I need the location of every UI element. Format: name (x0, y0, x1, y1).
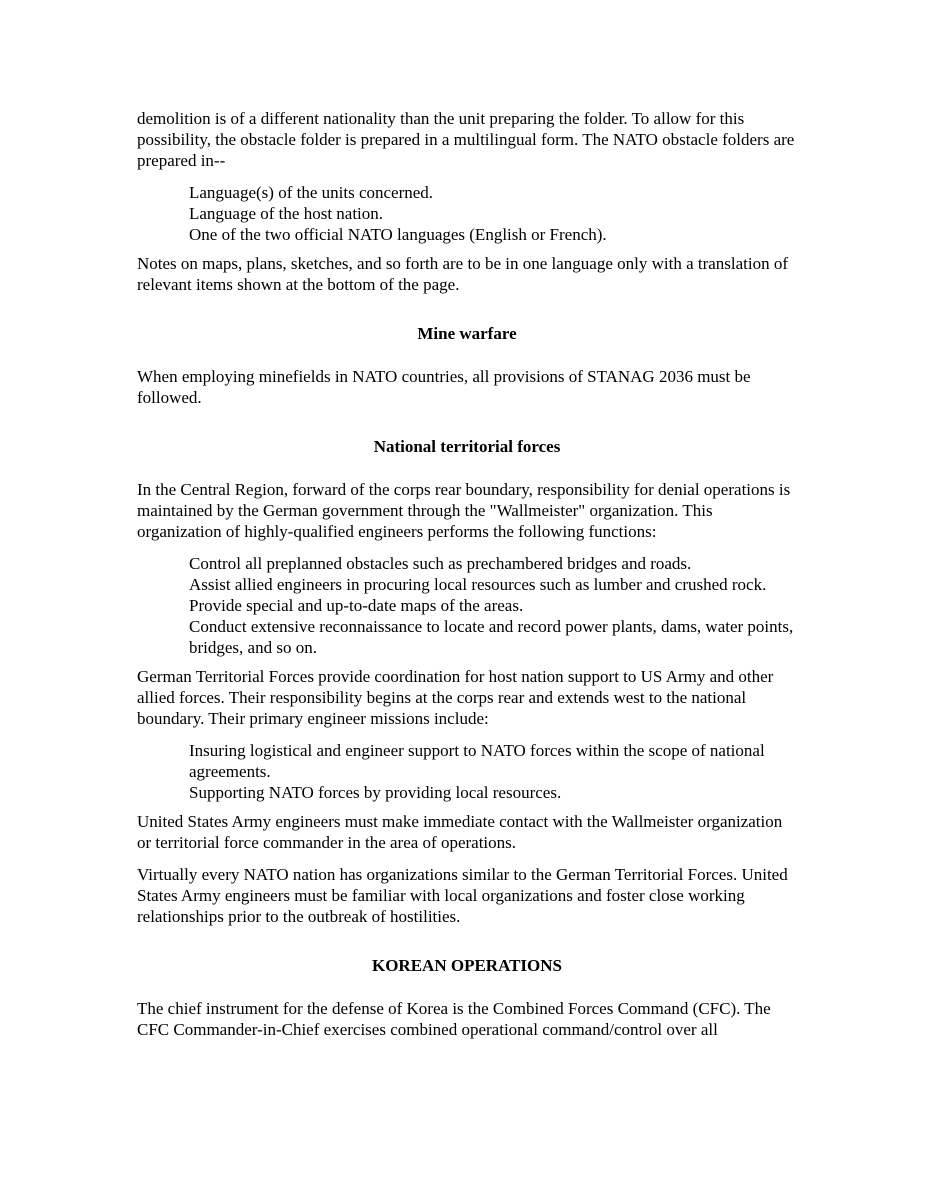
list-item: Language(s) of the units concerned. (189, 183, 434, 202)
korean-operations-heading: KOREAN OPERATIONS (371, 956, 562, 975)
list-item: Language of the host nation. (189, 204, 384, 223)
nato-nations-paragraph: Virtually every NATO nation has organizations similar to the German Territorial Forces. United States Army engineers must be familiar with local organizations and foster close working relationships prior to the outbreak of hostilities. (137, 865, 788, 926)
list-item: Insuring logistical and engineer support to NATO forces within the scope of national agreements. (189, 741, 765, 781)
list-item: Assist allied engineers in procuring local resources such as lumber and crushed rock. (189, 575, 767, 594)
functions-list (189, 553, 797, 658)
contact-paragraph: United States Army engineers must make immediate contact with the Wallmeister organization or territorial force commander in the area of operations. (137, 812, 783, 852)
mine-warfare-heading: Mine warfare (417, 324, 517, 343)
list-item: One of the two official NATO languages (English or French). (189, 225, 607, 244)
document-page (137, 108, 797, 1051)
notes-paragraph: Notes on maps, plans, sketches, and so forth are to be in one language only with a translation of relevant items shown at the bottom of the page. (137, 254, 789, 294)
territorial-forces-paragraph: German Territorial Forces provide coordination for host nation support to US Army and other allied forces. Their responsibility begins at the corps rear and extends west to the national boundary. Their primary engineer missions include: (137, 667, 774, 728)
korean-operations-paragraph: The chief instrument for the defense of Korea is the Combined Forces Command (CFC). The CFC Commander-in-Chief exercises combined operational command/control over all (137, 999, 771, 1039)
missions-list (189, 740, 797, 803)
mine-warfare-paragraph: When employing minefields in NATO countries, all provisions of STANAG 2036 must be followed. (137, 367, 751, 407)
list-item: Control all preplanned obstacles such as prechambered bridges and roads. (189, 554, 692, 573)
list-item: Conduct extensive reconnaissance to locate and record power plants, dams, water points, bridges, and so on. (189, 617, 794, 657)
national-forces-paragraph: In the Central Region, forward of the corps rear boundary, responsibility for denial operations is maintained by the German government through the "Wallmeister" organization. This organization of highly-qualified engineers performs the following functions: (137, 480, 791, 541)
national-forces-heading: National territorial forces (373, 437, 561, 456)
list-item: Supporting NATO forces by providing local resources. (189, 783, 562, 802)
intro-paragraph: demolition is of a different nationality than the unit preparing the folder. To allow for this possibility, the obstacle folder is prepared in a multilingual form. The NATO obstacle folders are prepared in-- (137, 109, 795, 170)
list-item: Provide special and up-to-date maps of the areas. (189, 596, 524, 615)
language-list (189, 182, 797, 245)
